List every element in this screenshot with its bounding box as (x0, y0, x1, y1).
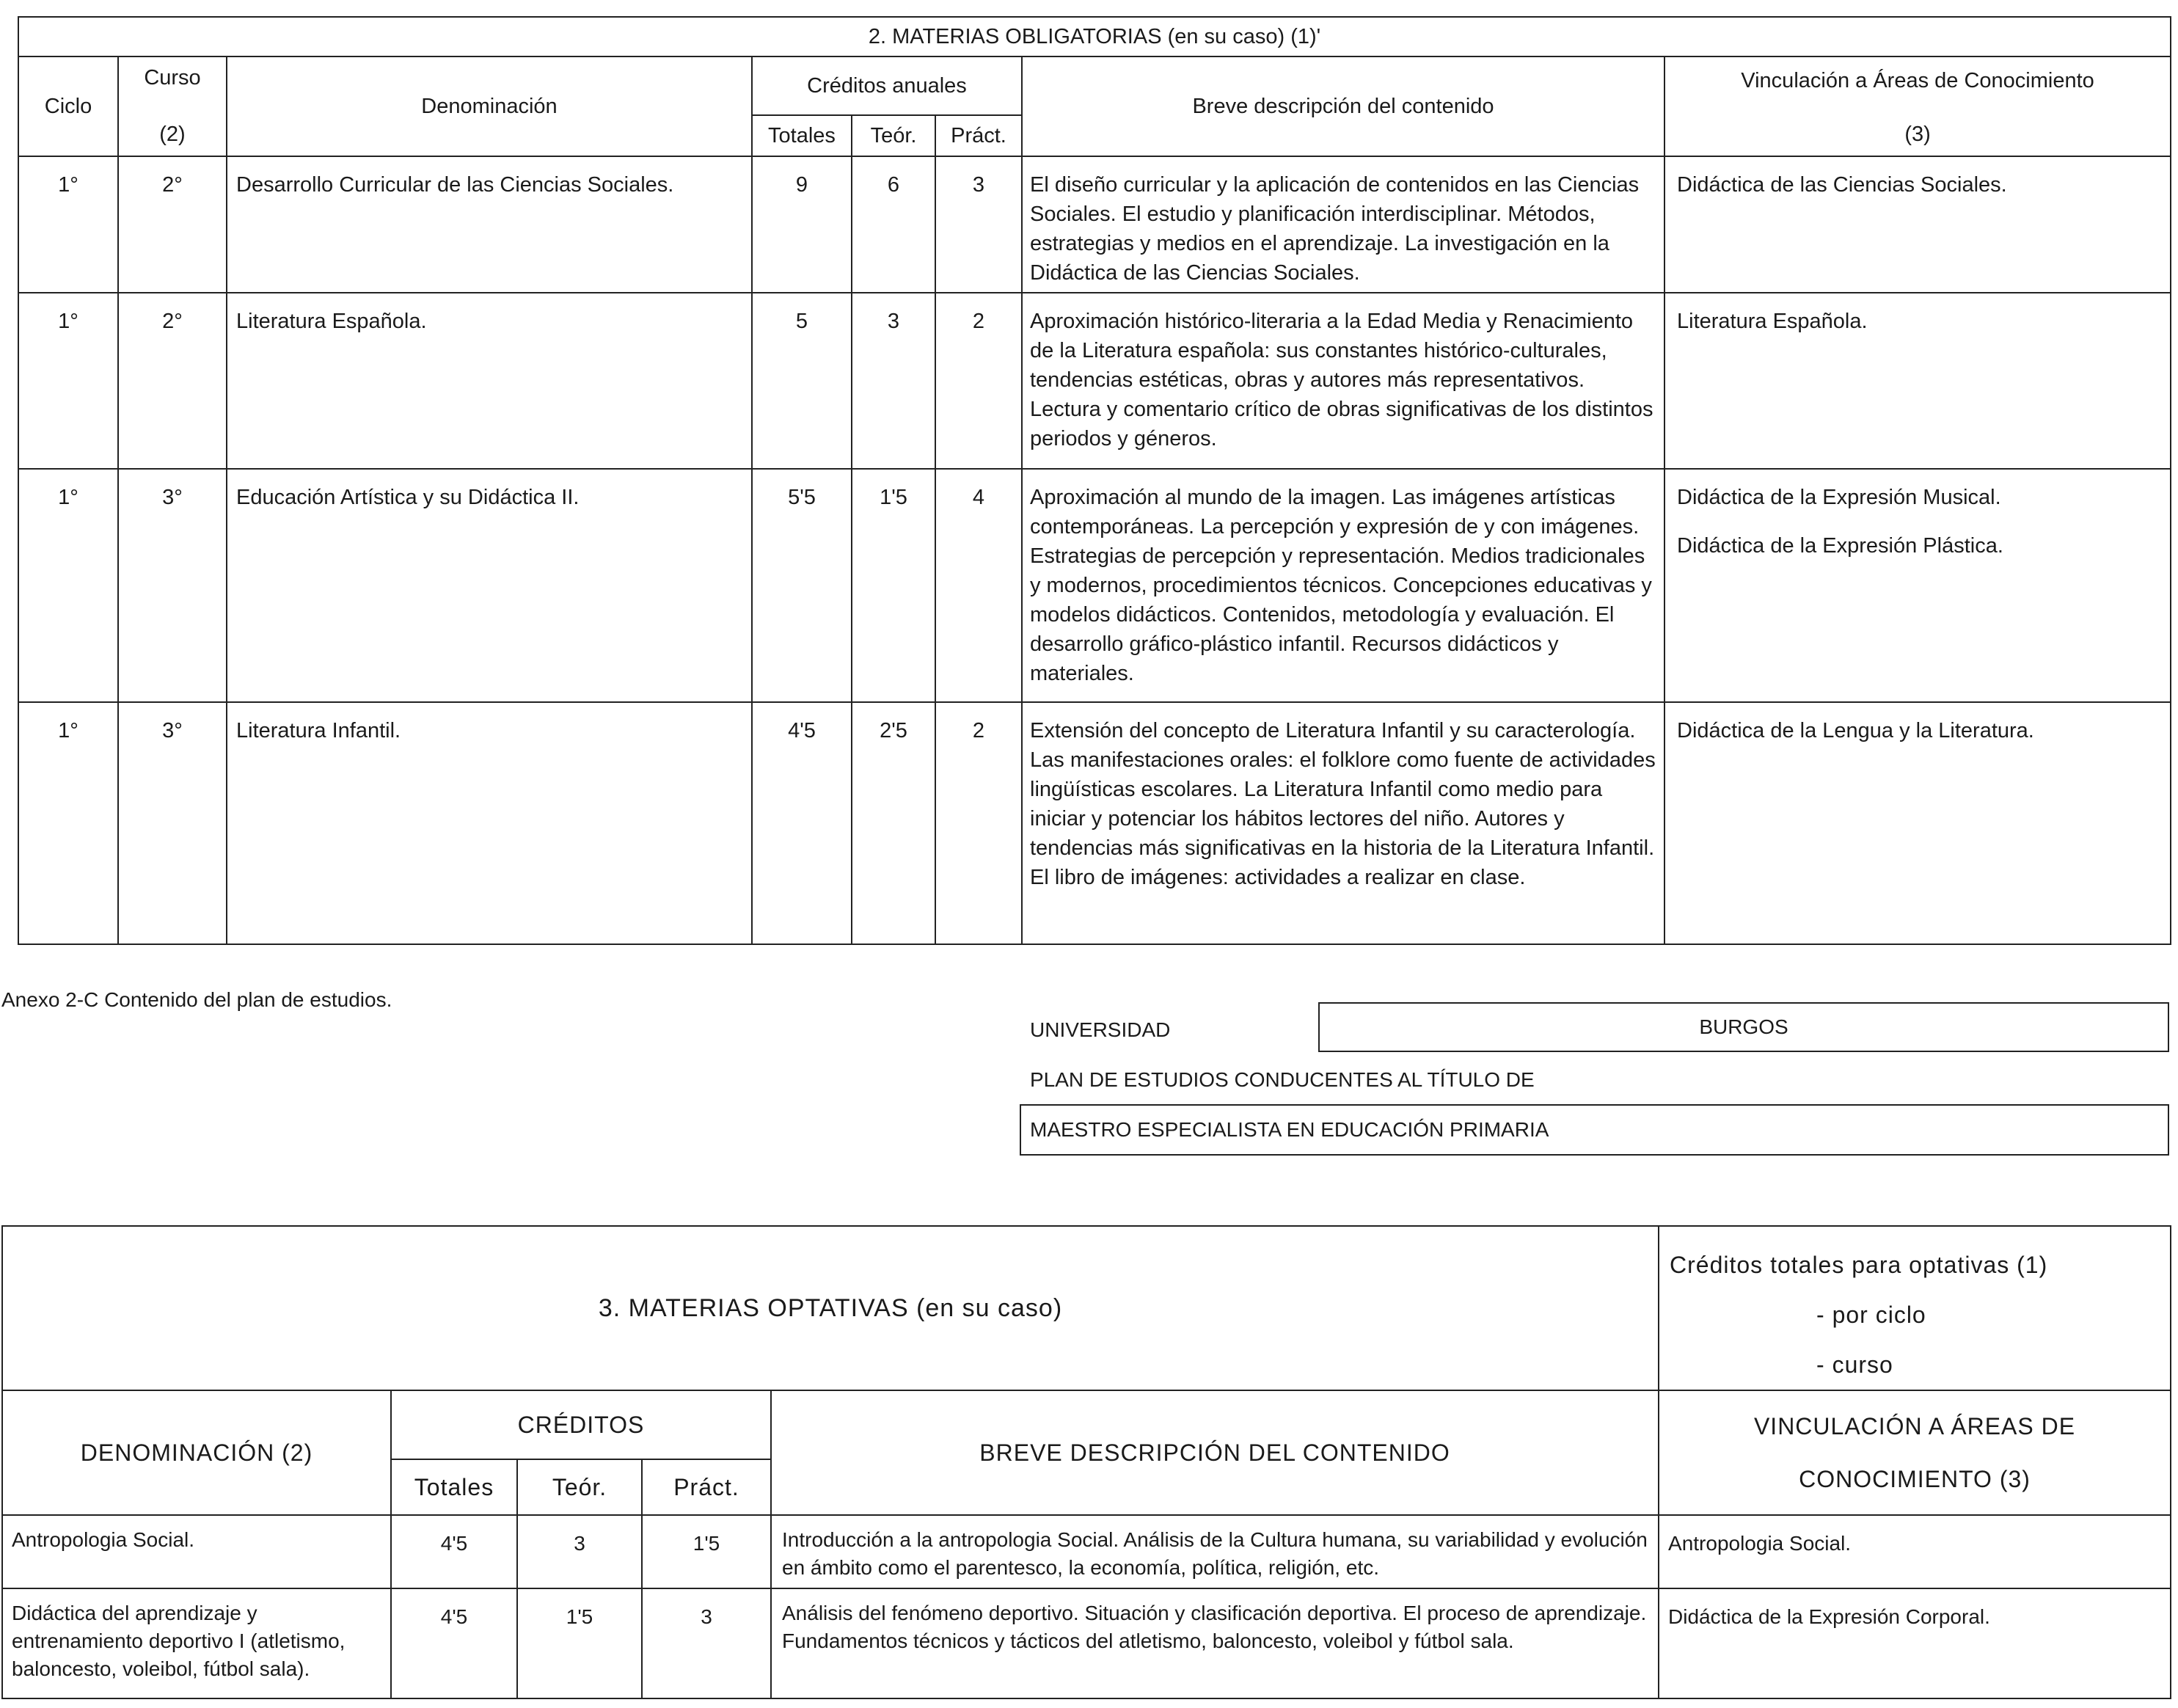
descripcion-cell: El diseño curricular y la aplicación de contenidos en las Ciencias Sociales. El estudio y planificación interdisciplinar. Métodos, estrategias y medios en el aprendizaje. La investigación en la Didáctica de las Ciencias Sociales. (1022, 156, 1664, 293)
por-curso-label: - curso (1816, 1351, 1893, 1378)
header-teor: Teór. (517, 1459, 642, 1515)
por-ciclo-label: - por ciclo (1816, 1302, 1926, 1328)
table-row (18, 156, 2171, 293)
area-item: Didáctica de la Expresión Musical. (1677, 486, 2001, 509)
ciclo-cell: 1° (18, 293, 118, 469)
totales-cell: 5 (752, 293, 852, 469)
area-item: Didáctica de las Ciencias Sociales. (1677, 173, 2007, 197)
universidad-field: BURGOS (1318, 1002, 2169, 1052)
area-cell (1664, 469, 2171, 702)
header-vinculacion-line1: VINCULACIÓN A ÁREAS DE (1753, 1413, 2076, 1439)
header-descripcion: BREVE DESCRIPCIÓN DEL CONTENIDO (771, 1390, 1659, 1515)
totales-cell: 4'5 (752, 702, 852, 944)
denominacion-cell: Antropologia Social. (2, 1515, 391, 1588)
area-item: Didáctica de la Expresión Plástica. (1677, 534, 2003, 558)
header-pract: Práct. (935, 115, 1022, 156)
teor-cell: 3 (852, 293, 935, 469)
header-denominacion: Denominación (227, 56, 752, 156)
area-cell (1664, 702, 2171, 944)
header-totales: Totales (391, 1459, 517, 1515)
obligatorias-title: 2. MATERIAS OBLIGATORIAS (en su caso) (1)' (18, 17, 2171, 56)
area-cell (1664, 293, 2171, 469)
header-vinculacion-line2: CONOCIMIENTO (3) (1799, 1466, 2031, 1492)
totales-cell: 4'5 (391, 1588, 517, 1698)
denominacion-cell: Literatura Española. (227, 293, 752, 469)
ciclo-cell: 1° (18, 469, 118, 702)
optativas-title: 3. MATERIAS OPTATIVAS (en su caso) (2, 1226, 1659, 1390)
curso-cell: 2° (118, 156, 227, 293)
materias-optativas-table (1, 1225, 2171, 1699)
pract-cell: 2 (935, 702, 1022, 944)
table-row (18, 702, 2171, 944)
header-curso-note: (2) (159, 123, 186, 146)
ciclo-cell: 1° (18, 702, 118, 944)
totales-cell: 5'5 (752, 469, 852, 702)
denominacion-cell: Educación Artística y su Didáctica II. (227, 469, 752, 702)
header-denominacion: DENOMINACIÓN (2) (2, 1390, 391, 1515)
pract-cell: 3 (642, 1588, 771, 1698)
table-row (18, 469, 2171, 702)
materias-obligatorias-table (18, 16, 2171, 945)
header-ciclo: Ciclo (18, 56, 118, 156)
header-creditos-anuales: Créditos anuales (752, 56, 1022, 115)
denominacion-cell: Didáctica del aprendizaje y entrenamiento deportivo I (atletismo, baloncesto, voleibol, fútbol sala). (2, 1588, 391, 1698)
header-vinculacion-label: Vinculación a Áreas de Conocimiento (1741, 69, 2094, 92)
universidad-label: UNIVERSIDAD (1030, 1018, 1171, 1041)
teor-cell: 3 (517, 1515, 642, 1588)
pract-cell: 2 (935, 293, 1022, 469)
teor-cell: 1'5 (517, 1588, 642, 1698)
descripcion-cell: Introducción a la antropologia Social. Análisis de la Cultura humana, su variabilidad y evolución en ámbito como el parentesco, la economía, política, religión, etc. (771, 1515, 1659, 1588)
header-teor: Teór. (852, 115, 935, 156)
header-creditos: CRÉDITOS (391, 1390, 771, 1459)
header-vinculacion-note: (3) (1904, 123, 1931, 146)
header-vinculacion (1664, 56, 2171, 156)
totales-cell: 4'5 (391, 1515, 517, 1588)
denominacion-cell: Literatura Infantil. (227, 702, 752, 944)
header-descripcion: Breve descripción del contenido (1022, 56, 1664, 156)
area-cell: Didáctica de la Expresión Corporal. (1659, 1588, 2171, 1698)
table-row (18, 293, 2171, 469)
area-cell: Antropologia Social. (1659, 1515, 2171, 1588)
table-row (2, 1515, 2171, 1588)
creditos-totales-cell (1659, 1226, 2171, 1390)
header-pract: Práct. (642, 1459, 771, 1515)
descripcion-cell: Aproximación histórico-literaria a la Edad Media y Renacimiento de la Literatura española: sus constantes histórico-culturales, tendencias estéticas, obras y autores más representativos. Lectura y comentario crítico de obras significativas de los distintos periodos y géneros. (1022, 293, 1664, 469)
header-totales: Totales (752, 115, 852, 156)
header-curso (118, 56, 227, 156)
curso-cell: 3° (118, 469, 227, 702)
denominacion-cell: Desarrollo Curricular de las Ciencias Sociales. (227, 156, 752, 293)
plan-label: PLAN DE ESTUDIOS CONDUCENTES AL TÍTULO DE (1030, 1068, 1535, 1091)
header-curso-label: Curso (144, 66, 201, 90)
descripcion-cell: Análisis del fenómeno deportivo. Situación y clasificación deportiva. El proceso de aprendizaje. Fundamentos técnicos y tácticos del atletismo, baloncesto, voleibol y fútbol sala. (771, 1588, 1659, 1698)
totales-cell: 9 (752, 156, 852, 293)
pract-cell: 4 (935, 469, 1022, 702)
teor-cell: 1'5 (852, 469, 935, 702)
titulo-field: MAESTRO ESPECIALISTA EN EDUCACIÓN PRIMARIA (1020, 1104, 2169, 1156)
table-row (2, 1588, 2171, 1698)
curso-cell: 2° (118, 293, 227, 469)
area-item: Didáctica de la Lengua y la Literatura. (1677, 719, 2034, 742)
descripcion-cell: Extensión del concepto de Literatura Infantil y su caracterología. Las manifestaciones orales: el folklore como fuente de actividades lingüísticas escolares. La Literatura Infantil como medio para iniciar y potenciar los hábitos lectores del niño. Autores y tendencias más significativas en la historia de la Literatura Infantil. El libro de imágenes: actividades a realizar en clase. (1022, 702, 1664, 944)
anexo-caption: Anexo 2-C Contenido del plan de estudios. (1, 988, 392, 1011)
creditos-totales-label: Créditos totales para optativas (1) (1670, 1252, 2048, 1278)
teor-cell: 2'5 (852, 702, 935, 944)
area-cell (1664, 156, 2171, 293)
teor-cell: 6 (852, 156, 935, 293)
pract-cell: 3 (935, 156, 1022, 293)
pract-cell: 1'5 (642, 1515, 771, 1588)
descripcion-cell: Aproximación al mundo de la imagen. Las imágenes artísticas contemporáneas. La percepción y expresión de y con imágenes. Estrategias de percepción y representación. Medios tradicionales y modernos, procedimientos técnicos. Concepciones educativas y modelos didácticos. Contenidos, metodología y evaluación. El desarrollo gráfico-plástico infantil. Recursos didácticos y materiales. (1022, 469, 1664, 702)
area-item: Literatura Española. (1677, 310, 1868, 333)
curso-cell: 3° (118, 702, 227, 944)
ciclo-cell: 1° (18, 156, 118, 293)
header-vinculacion (1659, 1390, 2171, 1515)
